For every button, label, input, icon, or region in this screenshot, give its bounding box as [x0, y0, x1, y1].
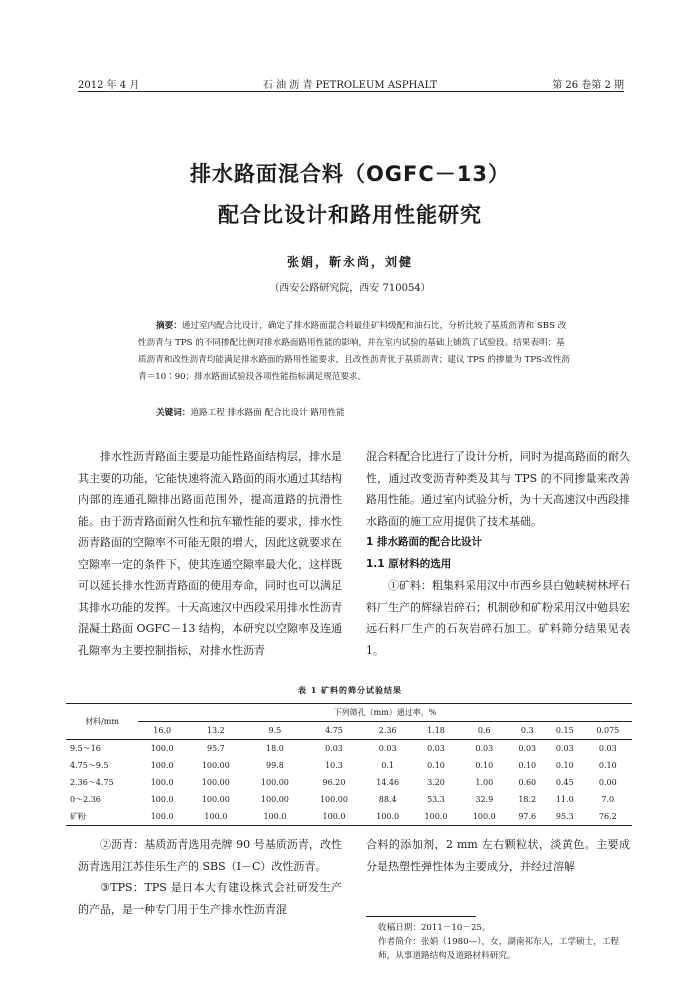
- material-cell: 9.5～16: [66, 740, 138, 758]
- material-cell: 2.36～4.75: [70, 778, 114, 787]
- passing-value-cell: 0.10: [518, 761, 537, 770]
- sieve-size-header: 0.15: [546, 722, 584, 740]
- passing-value-cell: 100.00: [260, 778, 289, 787]
- passing-value-cell: 100.00: [201, 778, 230, 787]
- sieve-size-header: 13.2: [186, 722, 245, 740]
- passing-value-cell: 32.9: [475, 795, 494, 804]
- table-group-header: 下列筛孔（mm）通过率，%: [138, 704, 632, 722]
- passing-value-cell: 3.20: [427, 778, 445, 787]
- intro-continuation: 混合料配合比进行了设计分析，同时为提高路面的耐久性，通过改变沥青种类及其与 TPS 的不同掺量来改善路用性能。通过室内试验分析，为十天高速汉中西段排水路面的施工应用提供了技术基础。: [366, 450, 630, 528]
- sieve-size-header: 4.75: [304, 722, 363, 740]
- sieve-size-header: 16.0: [138, 722, 186, 740]
- passing-value-cell: 1.00: [475, 778, 494, 787]
- abstract-label: 摘要：: [156, 321, 182, 331]
- header-volume: 第 26 卷第 2 期: [552, 80, 624, 91]
- passing-value-cell: 7.0: [601, 795, 615, 804]
- passing-value-cell: 0.03: [304, 740, 363, 758]
- section-heading-1-1: 1.1 原材料的选用: [366, 557, 452, 570]
- passing-value-cell: 100.0: [150, 778, 174, 787]
- sieve-size-header: 2.36: [364, 722, 412, 740]
- passing-value-cell: 0.00: [598, 778, 617, 787]
- footnote-received: 收稿日期：2011－10－25。: [378, 923, 491, 933]
- passing-value-cell: 100.00: [201, 795, 230, 804]
- passing-value-cell: 100.0: [150, 795, 174, 804]
- passing-value-cell: 96.20: [322, 778, 346, 787]
- section-heading-1: 1 排水路面的配合比设计: [366, 536, 482, 548]
- table-row: [66, 740, 632, 758]
- passing-value-cell: 0.03: [364, 740, 412, 758]
- footnote-author: 作者简介：张娟（1980—），女，湖南祁东人，工学硕士，工程师，从事道路结构及道路材料研究。: [378, 937, 620, 961]
- tps-paragraph: ③TPS：TPS 是日本大有建设株式会社研发生产的产品，是一种专门用于生产排水性沥青混: [78, 881, 342, 916]
- passing-value-cell: 100.00: [319, 795, 348, 804]
- passing-value-cell: 99.8: [266, 761, 284, 770]
- passing-value-cell: 14.46: [376, 778, 400, 787]
- passing-value-cell: 18.2: [518, 795, 537, 804]
- passing-value-cell: 100.0: [304, 808, 363, 826]
- additive-paragraph: 合料的添加剂，2 mm 左右颗粒状，淡黄色。主要成分是热塑性弹性体为主要成分，并经过溶解: [366, 838, 630, 873]
- passing-value-cell: 10.3: [325, 761, 343, 770]
- passing-value-cell: 100.0: [460, 808, 508, 826]
- mineral-paragraph: ①矿料：粗集料采用汉中市西乡县白勉峡树林坪石料厂生产的辉绿岩碎石；机制砂和矿粉采用汉中勉县宏远石料厂生产的石灰岩碎石加工。矿料筛分结果见表 1。: [366, 579, 630, 657]
- left-column-lower: [78, 834, 342, 920]
- passing-value-cell: 0.10: [475, 761, 494, 770]
- passing-value-cell: 53.3: [427, 795, 445, 804]
- passing-value-cell: 97.6: [508, 808, 546, 826]
- passing-value-cell: 0.03: [584, 740, 632, 758]
- passing-value-cell: 0.10: [555, 761, 574, 770]
- affiliation: （西安公路研究院，西安 710054）: [269, 283, 431, 294]
- passing-value-cell: 0.45: [555, 778, 574, 787]
- passing-value-cell: 100.0: [150, 761, 174, 770]
- abstract-text: 通过室内配合比设计，确定了排水路面混合料最佳矿料级配和油石比，分析比较了基质沥青和 SBS 改性沥青与 TPS 的不同掺配比例对排水路面路用性能的影响，并在室内试验的基础上铺筑了试验段。结果表明：基质沥青和改性沥青均能满足排水路面的路用性能要求，且改性沥青优于基质沥青；建议 TPS 的掺量为 TPS∶改性沥青＝10∶90；排水路面试验段各项性能指标满足规范要求。: [138, 321, 570, 382]
- left-column-upper: [78, 446, 342, 661]
- passing-value-cell: 0.03: [546, 740, 584, 758]
- passing-value-cell: 0.03: [508, 740, 546, 758]
- material-cell: 0～2.36: [70, 795, 101, 804]
- passing-value-cell: 95.3: [546, 808, 584, 826]
- material-cell: 矿粉: [66, 808, 138, 826]
- passing-value-cell: 88.4: [378, 795, 397, 804]
- header-date: 2012 年 4 月: [78, 80, 140, 91]
- passing-value-cell: 100.0: [138, 740, 186, 758]
- table-row: [66, 774, 632, 791]
- keywords-label: 关键词：: [156, 408, 191, 418]
- passing-value-cell: 76.2: [584, 808, 632, 826]
- passing-value-cell: 11.0: [555, 795, 574, 804]
- sieve-size-header: 0.3: [508, 722, 546, 740]
- table-row: [66, 808, 632, 826]
- passing-value-cell: 0.60: [518, 778, 537, 787]
- table-row: [66, 791, 632, 808]
- passing-value-cell: 100.0: [364, 808, 412, 826]
- intro-paragraph: 排水性沥青路面主要是功能性路面结构层，排水是其主要的功能，它能快速将流入路面的雨水通过其结构内部的连通孔隙排出路面范围外，提高道路的抗滑性能。由于沥青路面耐久性和抗车辙性能的要求，排水性沥青路面的空隙率不可能无限的增大，因此这就要求在空隙率一定的条件下，使其连通空隙率最大化，这样既可以延长排水性沥青路面的使用寿命，同时也可以满足其排水功能的发挥。十天高速汉中西段采用排水性沥青混凝土路面 OGFC－13 结构，本研究以空隙率及连通孔隙率为主要控制指标，对排水性沥青: [78, 450, 342, 657]
- title-line-1: 排水路面混合料（OGFC－13）: [189, 162, 511, 186]
- passing-value-cell: 95.7: [186, 740, 245, 758]
- passing-value-cell: 100.0: [412, 808, 460, 826]
- sieve-size-header: 0.075: [584, 722, 632, 740]
- table-row: [66, 757, 632, 774]
- passing-value-cell: 100.0: [138, 808, 186, 826]
- passing-value-cell: 100.0: [186, 808, 245, 826]
- sieve-size-header: 9.5: [245, 722, 304, 740]
- footnote-rule: [366, 916, 476, 917]
- passing-value-cell: 0.10: [598, 761, 617, 770]
- abstract: [138, 318, 570, 386]
- keywords: [156, 406, 345, 418]
- table-caption: 表 1 矿料的筛分试验结果: [297, 685, 403, 695]
- sieve-size-header: 1.18: [412, 722, 460, 740]
- authors: 张娟，靳永尚，刘健: [286, 255, 413, 269]
- title-line-2: 配合比设计和路用性能研究: [218, 203, 482, 227]
- sieve-table-body: [66, 740, 632, 826]
- asphalt-paragraph: ②沥青：基质沥青选用壳牌 90 号基质沥青，改性沥青选用江苏佳乐生产的 SBS（I－C）改性沥青。: [78, 838, 342, 873]
- passing-value-cell: 0.1: [381, 761, 395, 770]
- table-row-header: 材料/mm: [66, 704, 138, 740]
- header-rule: [78, 91, 624, 92]
- footnote: [378, 921, 636, 963]
- sieve-table: [66, 703, 632, 826]
- passing-value-cell: 100.00: [260, 795, 289, 804]
- right-column-lower: [366, 834, 630, 877]
- passing-value-cell: 0.10: [427, 761, 445, 770]
- passing-value-cell: 100.00: [201, 761, 230, 770]
- passing-value-cell: 100.0: [245, 808, 304, 826]
- passing-value-cell: 0.03: [412, 740, 460, 758]
- sieve-size-header: 0.6: [460, 722, 508, 740]
- passing-value-cell: 0.03: [460, 740, 508, 758]
- header-journal: 石 油 沥 青 PETROLEUM ASPHALT: [262, 80, 438, 91]
- right-column-upper: [366, 446, 630, 661]
- passing-value-cell: 18.0: [245, 740, 304, 758]
- material-cell: 4.75～9.5: [70, 761, 109, 770]
- sieve-header-row: [66, 722, 632, 740]
- keywords-text: 道路工程 排水路面 配合比设计 路用性能: [190, 408, 345, 418]
